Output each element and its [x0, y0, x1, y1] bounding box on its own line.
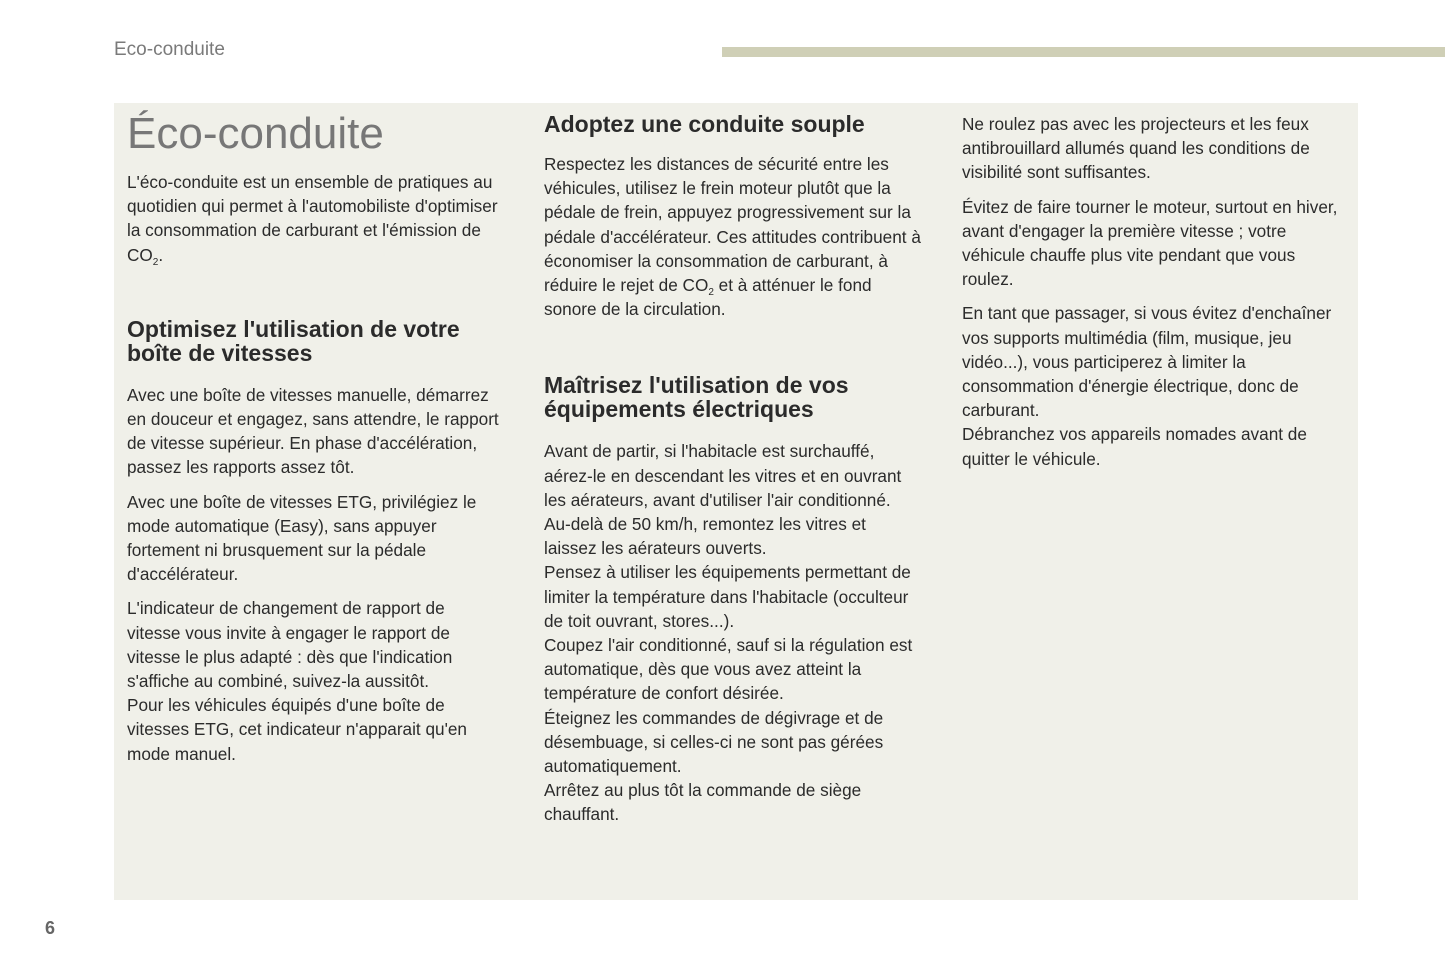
header-accent-bar	[722, 47, 1445, 57]
paragraph: Avec une boîte de vitesses manuelle, démarrez en douceur et engagez, sans attendre, le rapport de vitesse supérieur. En phase d'accélération, passez les rapports assez tôt.	[127, 384, 499, 478]
column-3	[962, 112, 1344, 481]
subscript: 2	[152, 256, 159, 268]
paragraph: Coupez l'air conditionné, sauf si la régulation est automatique, dès que vous avez atteint la température de confort désirée.	[544, 635, 913, 704]
subscript: 2	[708, 287, 714, 299]
paragraph: L'indicateur de changement de rapport de vitesse vous invite à engager le rapport de vitesse le plus adapté : dès que l'indication s'affiche au combiné, suivez-la aussitôt.	[127, 598, 453, 692]
paragraph: En tant que passager, si vous évitez d'enchaîner vos supports multimédia (film, musique, jeu vidéo...), vous participerez à limiter la consommation d'énergie électrique, donc de carburant.	[962, 303, 1332, 421]
paragraph: Arrêtez au plus tôt la commande de siège chauffant.	[544, 780, 862, 825]
paragraph: Pour les véhicules équipés d'une boîte de vitesses ETG, cet indicateur n'apparait qu'en mode manuel.	[127, 695, 467, 764]
para-text: Respectez les distances de sécurité entre les véhicules, utilisez le frein moteur plutôt que la pédale de frein, appuyez progressivement sur la pédale d'accélérateur. Ces attitudes contribuent à économiser la consommation de carburant, à réduire le rejet de CO	[544, 154, 921, 296]
intro-end: .	[158, 244, 164, 265]
paragraph: Avec une boîte de vitesses ETG, privilégiez le mode automatique (Easy), sans appuyer fortement ni brusquement sur la pédale d'accélérateur.	[127, 491, 477, 585]
column-2	[544, 112, 922, 827]
column-1	[127, 110, 502, 776]
paragraph: Pensez à utiliser les équipements permettant de limiter la température dans l'habitacle (occulteur de toit ouvrant, stores...).	[544, 562, 911, 631]
heading-electrical: Maîtrisez l'utilisation de vos équipements électriques	[544, 372, 849, 423]
paragraph: Au-delà de 50 km/h, remontez les vitres et laissez les aérateurs ouverts.	[544, 514, 866, 559]
para-end: et à atténuer le fond sonore de la circulation.	[544, 275, 872, 320]
page-title: Éco-conduite	[127, 109, 384, 158]
heading-gearbox: Optimisez l'utilisation de votre boîte de vitesses	[127, 315, 460, 366]
paragraph: Éteignez les commandes de dégivrage et de désembuage, si celles-ci ne sont pas gérées automatiquement.	[544, 707, 884, 777]
intro-text: L'éco-conduite est un ensemble de pratiques au quotidien qui permet à l'automobiliste d'optimiser la consommation de carburant et l'émission de CO	[127, 172, 498, 265]
paragraph: Avant de partir, si l'habitacle est surchauffé, aérez-le en descendant les vitres et en ouvrant les aérateurs, avant d'utiliser l'air conditionné.	[544, 441, 902, 510]
paragraph: Ne roulez pas avec les projecteurs et les feux antibrouillard allumés quand les conditions de visibilité sont suffisantes.	[962, 114, 1310, 183]
running-header: Eco-conduite	[114, 39, 225, 60]
paragraph	[544, 152, 922, 321]
paragraph: Débranchez vos appareils nomades avant de quitter le véhicule.	[962, 424, 1307, 469]
paragraph: Évitez de faire tourner le moteur, surtout en hiver, avant d'engager la première vitesse ; votre véhicule chauffe plus vite pendant que vous roulez.	[962, 196, 1338, 290]
intro-paragraph	[127, 170, 502, 267]
page-number: 6	[45, 918, 56, 938]
heading-smooth-driving: Adoptez une conduite souple	[544, 111, 865, 137]
